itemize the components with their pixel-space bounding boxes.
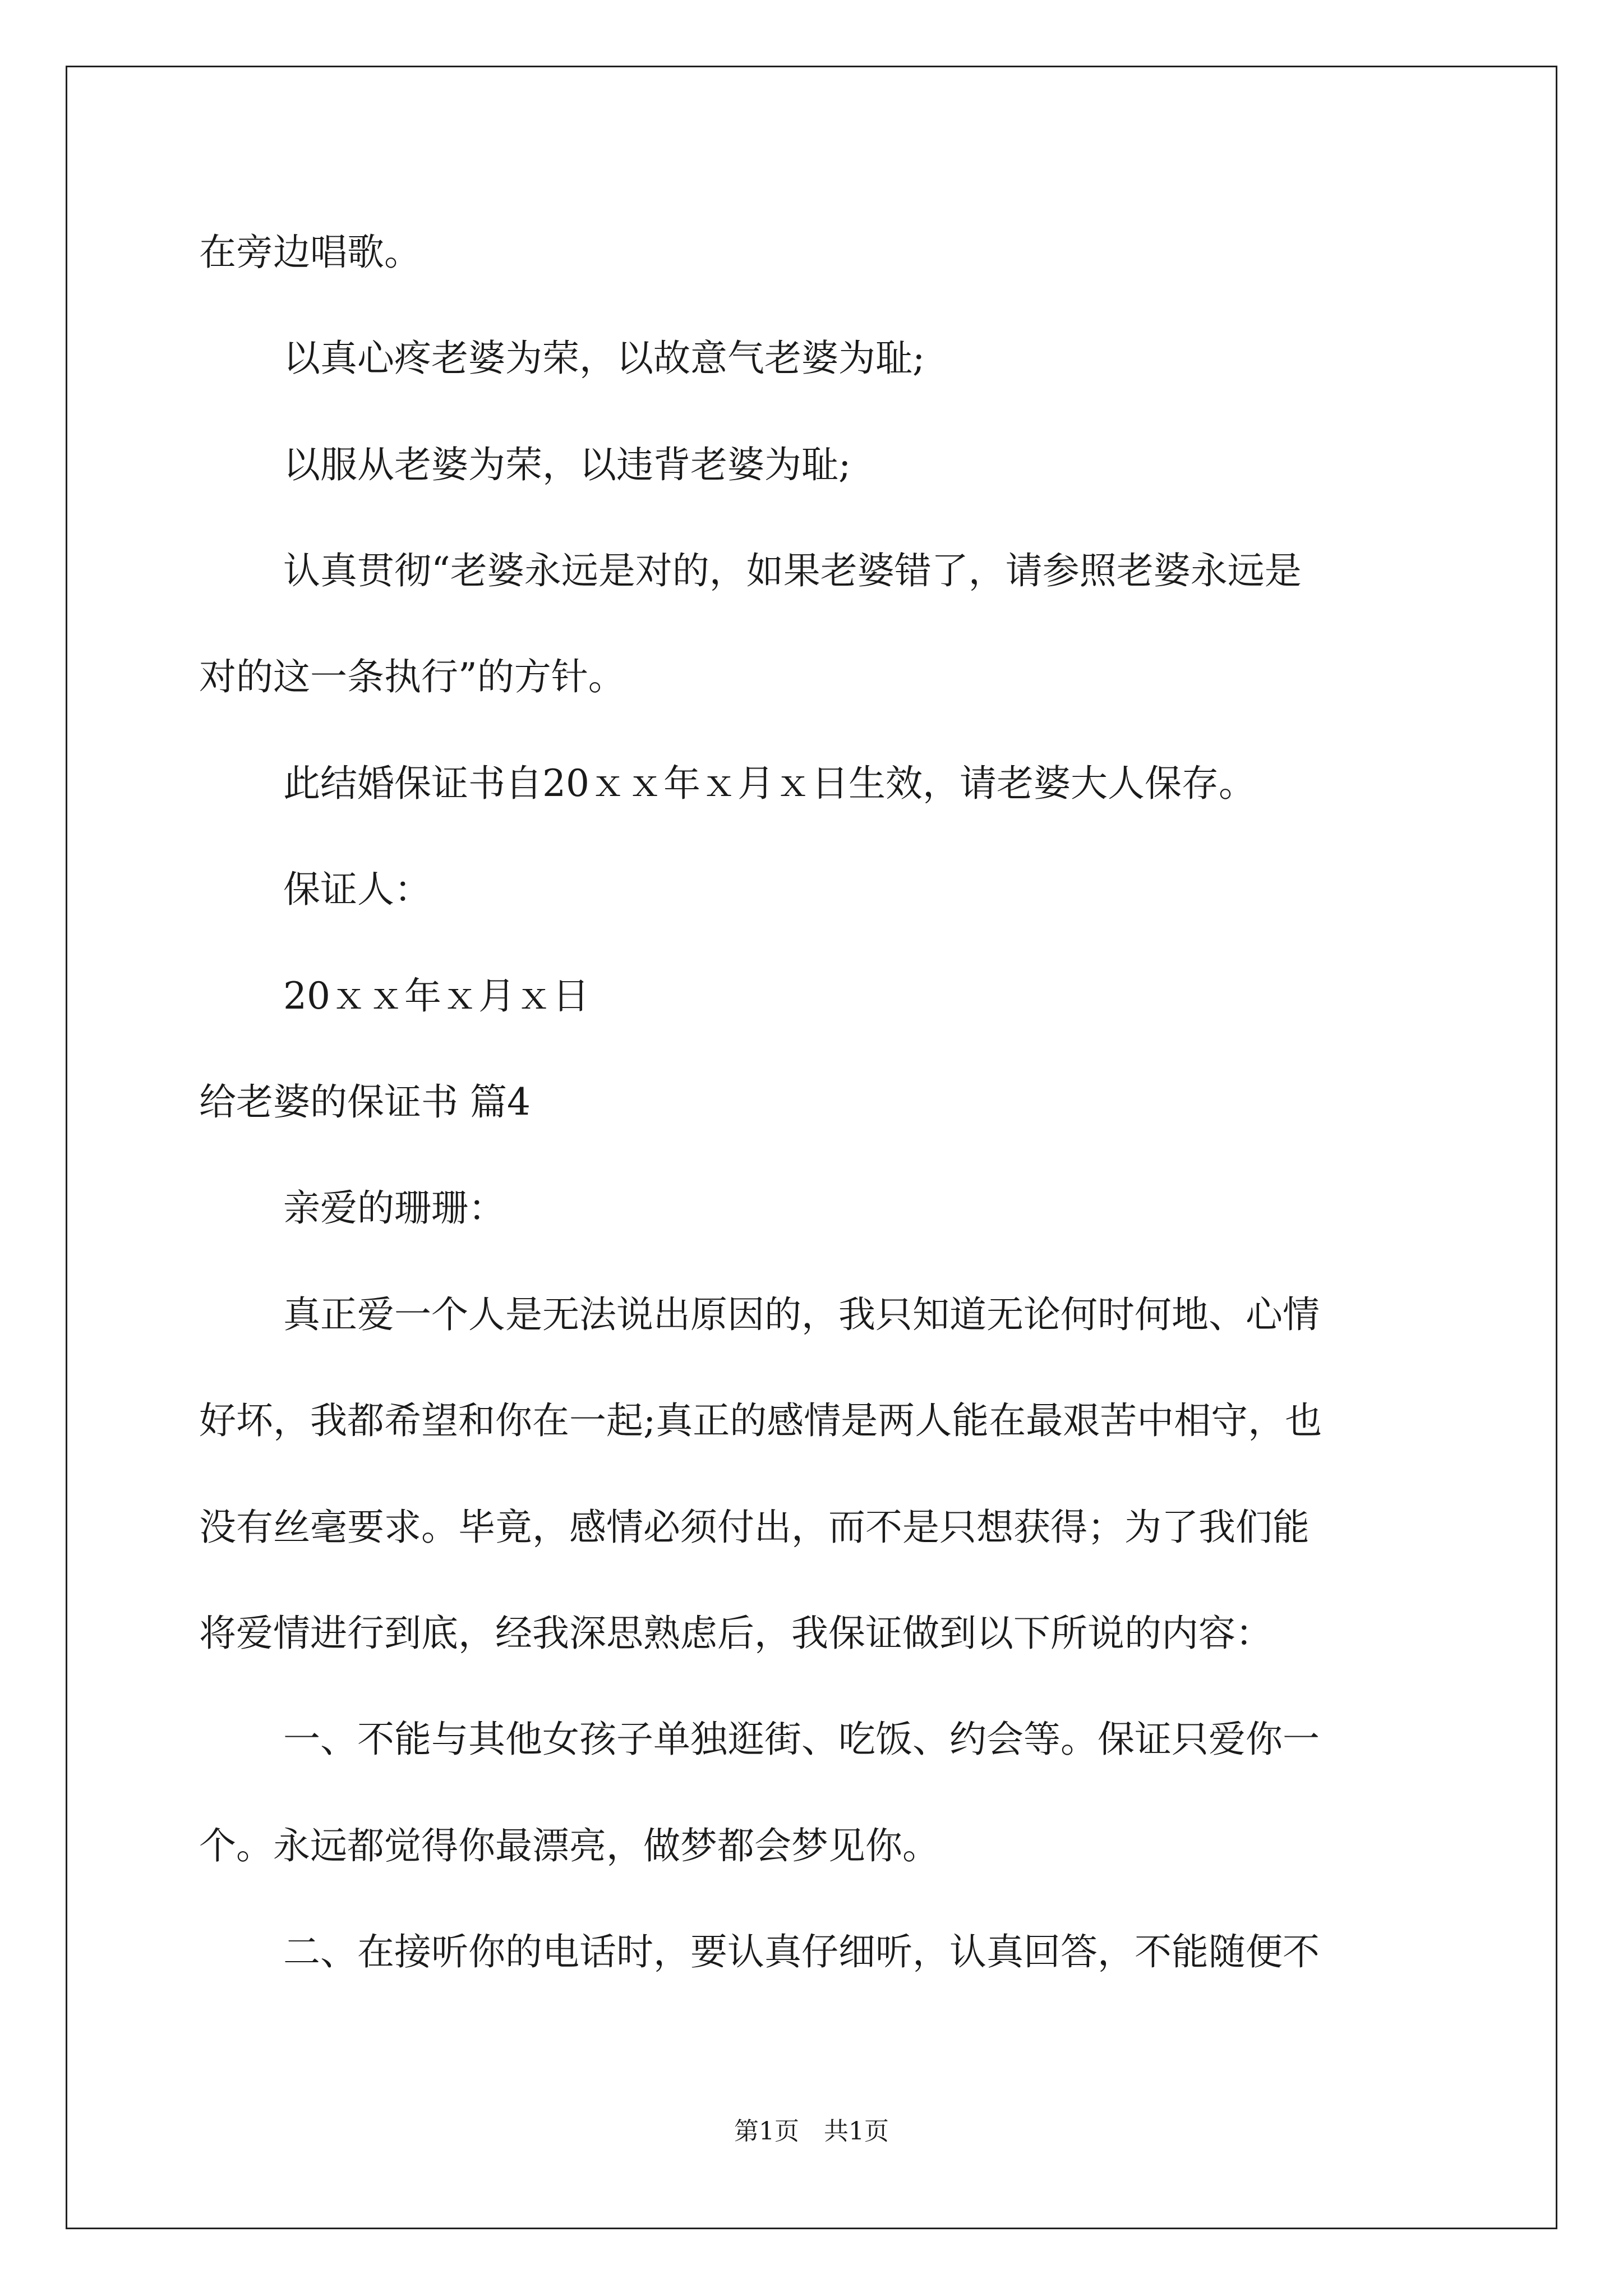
salutation: 亲爱的珊珊： xyxy=(283,1186,505,1230)
paragraph-line: 没有丝毫要求。毕竟，感情必须付出，而不是只想获得；为了我们能 xyxy=(199,1506,1310,1549)
paragraph-line: 二、在接听你的电话时，要认真仔细听，认真回答，不能随便不 xyxy=(283,1930,1320,1973)
paragraph-line: 此结婚保证书自20ｘｘ年ｘ月ｘ日生效，请老婆大人保存。 xyxy=(283,762,1256,805)
signatory-label: 保证人： xyxy=(283,868,431,911)
paragraph-line: 以真心疼老婆为荣，以故意气老婆为耻; xyxy=(283,337,925,380)
paragraph-line: 在旁边唱歌。 xyxy=(199,231,421,274)
paragraph-line: 认真贯彻“老婆永远是对的，如果老婆错了，请参照老婆永远是 xyxy=(283,549,1302,592)
paragraph-line: 好坏，我都希望和你在一起;真正的感情是两人能在最艰苦中相守，也 xyxy=(199,1399,1322,1442)
paragraph-line: 将爱情进行到底，经我深思熟虑后，我保证做到以下所说的内容： xyxy=(199,1612,1272,1655)
page-number-footer: 第1页 共1页 xyxy=(734,2117,889,2146)
paragraph-line: 个。永远都觉得你最漂亮，做梦都会梦见你。 xyxy=(199,1824,939,1867)
paragraph-line: 真正爱一个人是无法说出原因的，我只知道无论何时何地、心情 xyxy=(283,1293,1320,1336)
page-border xyxy=(66,66,1557,2229)
date-line: 20ｘｘ年ｘ月ｘ日 xyxy=(283,974,589,1018)
paragraph-line: 一、不能与其他女孩子单独逛街、吃饭、约会等。保证只爱你一 xyxy=(283,1718,1320,1761)
paragraph-line: 以服从老婆为荣，以违背老婆为耻; xyxy=(283,443,851,486)
section-heading: 给老婆的保证书 篇4 xyxy=(199,1080,531,1124)
paragraph-line: 对的这一条执行”的方针。 xyxy=(199,655,625,698)
